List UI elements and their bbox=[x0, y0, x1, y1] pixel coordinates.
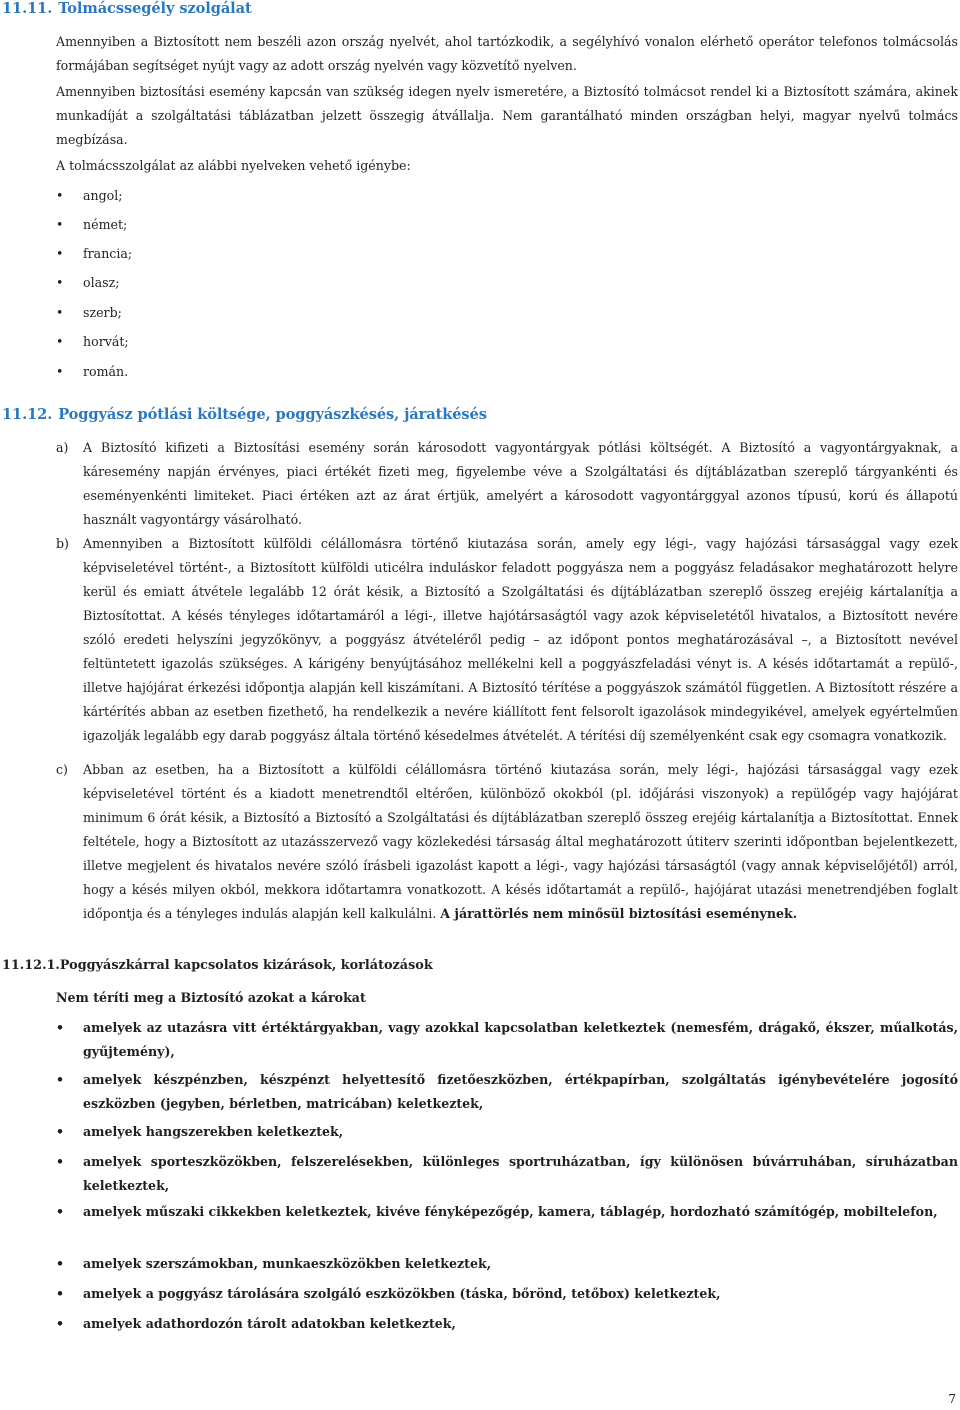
section-title: Poggyász pótlási költsége, poggyászkésés, járatkésés bbox=[58, 406, 487, 423]
paragraph: Amennyiben biztosítási esemény kapcsán van szükség idegen nyelv ismeretére, a Biztosító tolmácsot rendel ki a Biztosított számára, akinek munkadíját a szolgáltatási táblázatban jelzett összegig átvállalja. Nem garantálható minden országban helyi, magyar nyelvű tolmács megbízása. bbox=[56, 84, 958, 147]
item-text: A Biztosító kifizeti a Biztosítási esemény során károsodott vagyontárgyak pótlási költségét. A Biztosító a vagyontárgyaknak, a káresemény napján érvényes, piaci értékét fizeti meg, figyelembe véve a Szolgáltatási és díjtáblázatban szereplő tárgyankénti és eseményenkénti limiteket. Piaci értéken azt az árat értjük, amelyért a károsodott vagyontárggyal azonos típusú, korú és állapotú használt vagyontárgy vásárolható. bbox=[83, 440, 958, 527]
bullet: • bbox=[56, 334, 64, 349]
paragraph: A tolmácsszolgálat az alábbi nyelveken vehető igénybe: bbox=[56, 158, 411, 173]
item-text: Abban az esetben, ha a Biztosított a külföldi célállomásra történő kiutazása során, mely légi-, hajózási társasággal vagy ezek képviseletével történt és a kiadott menetrendtől eltérően, különböző okokból (pl. időjárási viszonyok) a repülőgép vagy hajójárat minimum 6 órát késik, a Biztosító a Biztosító a Szolgáltatási és díjtáblázatban szereplő összeg erejéig kártalanítja a Biztosítottat. Ennek feltétele, hogy a Biztosított az utazásszervező vagy közlekedési társaság által meghatározott útiterv szerinti időpontban bejelentkezett, illetve megjelent és hivatalos nevére szóló írásbeli igazolást kapott a légi-, vagy hajózási társaságtól (vagy annak képviselőjétől) arról, hogy a késés milyen okból, mekkora időtartamra vonatkozott. A késés időtartamát a repülő-, hajójárat utazási menetrendjében foglalt időpontja és a tényleges indulás alapján kell kalkulálni. bbox=[83, 762, 958, 921]
bullet: • bbox=[56, 305, 64, 320]
section-heading-11-12 bbox=[2, 406, 487, 423]
bullet: • bbox=[56, 1286, 65, 1301]
bullet: • bbox=[56, 246, 64, 261]
bullet: • bbox=[56, 275, 64, 290]
item-text: Amennyiben a Biztosított külföldi célállomásra történő kiutazása során, amely egy légi-, vagy hajózási társasággal vagy ezek képviseletével történt-, a Biztosított külföldi uticélra induláskor feladott poggyásza nem a poggyász feladásakor meghatározott helyre kerül és emiatt átvétele legalább 12 órát késik, a Biztosító a Szolgáltatási és díjtáblázatban szereplő összeg erejéig kártalanítja a Biztosítottat. A késés tényleges időtartamáról a légi-, illetve hajótársaságtól vagy azok képviseletétől hivatalos, a Biztosított nevére szóló eredeti helyszíni jegyzőkönyv, a poggyász átvételéről pedig – az időpont pontos meghatározásával –, a Biztosított nevével feltüntetett igazolás szükséges. A kárigény benyújtásához mellékelni kell a poggyászfeladási vényt is. A késés időtartamát a repülő-, illetve hajójárat érkezési időpontja alapján kell kiszámítani. A Biztosító térítése a poggyászok számától független. A Biztosított részére a kártérítés abban az esetben fizethető, ha rendelkezik a nevére kiállított fent felsorolt igazolások mindegyikével, amelyek egyértelműen igazolják legalább egy darab poggyász általa történő késedelmes átvételét. A térítési díj személyenként csak egy csomagra vonatkozik. bbox=[83, 536, 958, 743]
item-label: a) bbox=[56, 440, 69, 455]
document-page: 11.11. Tolmácssegély szolgálat Amennyiben a Biztosított nem beszéli azon ország nyelvét, ahol tartózkodik, a segélyhívó vonalon elérhető operátor telefonos tolmácsolás formájában segítséget nyújt vagy az adott ország nyelvén vagy közvetítő nyelven. Amennyiben biztosítási esemény kapcsán van szükség idegen nyelv ismeretére, a Biztosító tolmácsot rendel ki a Biztosított számára, akinek munkadíját a szolgáltatási táblázatban jelzett összegig átvállalja. Nem garantálható minden országban helyi, magyar nyelvű tolmács megbízása. A tolmácsszolgálat az alábbi nyelveken vehető igénybe: • angol; • német; • francia; • olasz; • szerb; • horvát; • román. 11.12. Poggyász pótlási költsége, poggyászkésés, járatkésés a) A Biztosító kifizeti a Biztosítási esemény során károsodott vagyontárgyak pótlási költségét. A Biztosító a vagyontárgyaknak, a káresemény napján érvényes, piaci értékét fizeti meg, figyelembe véve a Szolgáltatási és díjtáblázatban szereplő tárgyankénti és eseményenkénti limiteket. Piaci értéken azt az árat értjük, amelyért a károsodott vagyontárggyal azonos típusú, korú és állapotú használt vagyontárgy vásárolható. b) Amennyiben a Biztosított külföldi célállomásra történő kiutazása során, amely egy légi-, vagy hajózási társasággal vagy ezek képviseletével történt-, a Biztosított külföldi uticélra induláskor feladott poggyásza nem a poggyász feladásakor meghatározott helyre kerül és emiatt átvétele legalább 12 órát késik, a Biztosító a Szolgáltatási és díjtáblázatban szereplő összeg erejéig kártalanítja a Biztosítottat. A késés tényleges időtartamáról a légi-, illetve hajótársaságtól vagy azok képviseletétől hivatalos, a Biztosított nevére szóló eredeti helyszíni jegyzőkönyv, a poggyász átvételéről pedig – az időpont pontos meghatározásával –, a Biztosított nevével feltüntetett igazolás szükséges. A kárigény benyújtásához mellékelni kell a poggyászfeladási vényt is. A késés időtartamát a repülő-, illetve hajójárat érkezési időpontja alapján kell kiszámítani. A Biztosító térítése a poggyászok számától független. A Biztosított részére a kártérítés abban az esetben fizethető, ha rendelkezik a nevére kiállított fent felsorolt igazolások mindegyikével, amelyek egyértelműen igazolják legalább egy darab poggyász általa történő késedelmes átvételét. A térítési díj személyenként csak egy csomagra vonatkozik. c) Abban az esetben, ha a Biztosított a külföldi célállomásra történő kiutazása során, mely légi-, hajózási társasággal vagy ezek képviseletével történt és a kiadott menetrendtől eltérően, különböző okokból (pl. időjárási viszonyok) a repülőgép vagy hajójárat minimum 6 órát késik, a Biztosító a Biztosító a Szolgáltatási és díjtáblázatban szereplő összeg erejéig kártalanítja a Biztosítottat. Ennek feltétele, hogy a Biztosított az utazásszervező vagy közlekedési társaság által meghatározott útiterv szerinti időpontban bejelentkezett, illetve megjelent és hivatalos nevére szóló írásbeli igazolást kapott a légi-, vagy hajózási társaságtól (vagy annak képviselőjétől) arról, hogy a késés milyen okból, mekkora időtartamra vonatkozott. A késés időtartamát a repülő-, hajójárat utazási menetrendjében foglalt időpontja és a tényleges indulás alapján kell kalkulálni. A járattörlés nem minősül biztosítási eseménynek. 11.12.1.Poggyászkárral kapcsolatos kizárások, korlátozások Nem téríti meg a Biztosító azokat a károkat • amelyek az utazásra vitt értéktárgyakban, vagy azokkal kapcsolatban keletkeztek (nemesfém, drágakő, ékszer, műalkotás, gyűjtemény), • amelyek készpénzben, készpénzt helyettesítő fizetőeszközben, értékpapírban, szolgáltatás igénybevételére jogosító eszközben (jegyben, bérletben, matricában) keletkeztek, • amelyek hangszerekben keletkeztek, • amelyek sporteszközökben, felszerelésekben, különleges sportruházatban, így különösen búvárruhában, síruházatban keletkeztek, • amelyek műszaki cikkekben keletkeztek, kivéve fényképezőgép, kamera, táblagép, hordozható számítógép, mobiltelefon, • amelyek szerszámokban, munkaeszközökben keletkeztek, • amelyek a poggyász tárolására szolgáló eszközökben (táska, bőrönd, tetőbox) keletkeztek, • amelyek adathordozón tárolt adatokban keletkeztek, 7 bbox=[2, 0, 958, 1406]
bullet: • bbox=[56, 1204, 65, 1219]
subsection-title: Poggyászkárral kapcsolatos kizárások, korlátozások bbox=[59, 958, 433, 973]
paragraph: Amennyiben a Biztosított nem beszéli azon ország nyelvét, ahol tartózkodik, a segélyhívó vonalon elérhető operátor telefonos tolmácsolás formájában segítséget nyújt vagy az adott ország nyelvén vagy közvetítő nyelven. bbox=[56, 34, 958, 73]
section-heading-11-11 bbox=[2, 0, 252, 17]
bullet: • bbox=[56, 1154, 65, 1169]
section-title: Tolmácssegély szolgálat bbox=[58, 0, 252, 17]
bullet: • bbox=[56, 188, 64, 203]
page-number: 7 bbox=[948, 1392, 956, 1406]
section-number: 11.12. bbox=[2, 406, 53, 423]
bullet: • bbox=[56, 1072, 65, 1087]
subsection-number: 11.12.1. bbox=[2, 958, 60, 973]
bullet: • bbox=[56, 1316, 65, 1331]
item-bold-note: A járattörlés nem minősül biztosítási eseménynek. bbox=[440, 906, 798, 921]
bullet: • bbox=[56, 1256, 65, 1271]
subsection-heading-11-12-1 bbox=[2, 958, 433, 973]
item-label: b) bbox=[56, 536, 69, 551]
bullet: • bbox=[56, 1020, 65, 1035]
item-label: c) bbox=[56, 762, 68, 777]
bullet: • bbox=[56, 1124, 65, 1139]
section-number: 11.11. bbox=[2, 0, 53, 17]
bullet: • bbox=[56, 217, 64, 232]
bullet: • bbox=[56, 364, 64, 379]
exclusions-lead: Nem téríti meg a Biztosító azokat a károkat bbox=[56, 990, 366, 1005]
